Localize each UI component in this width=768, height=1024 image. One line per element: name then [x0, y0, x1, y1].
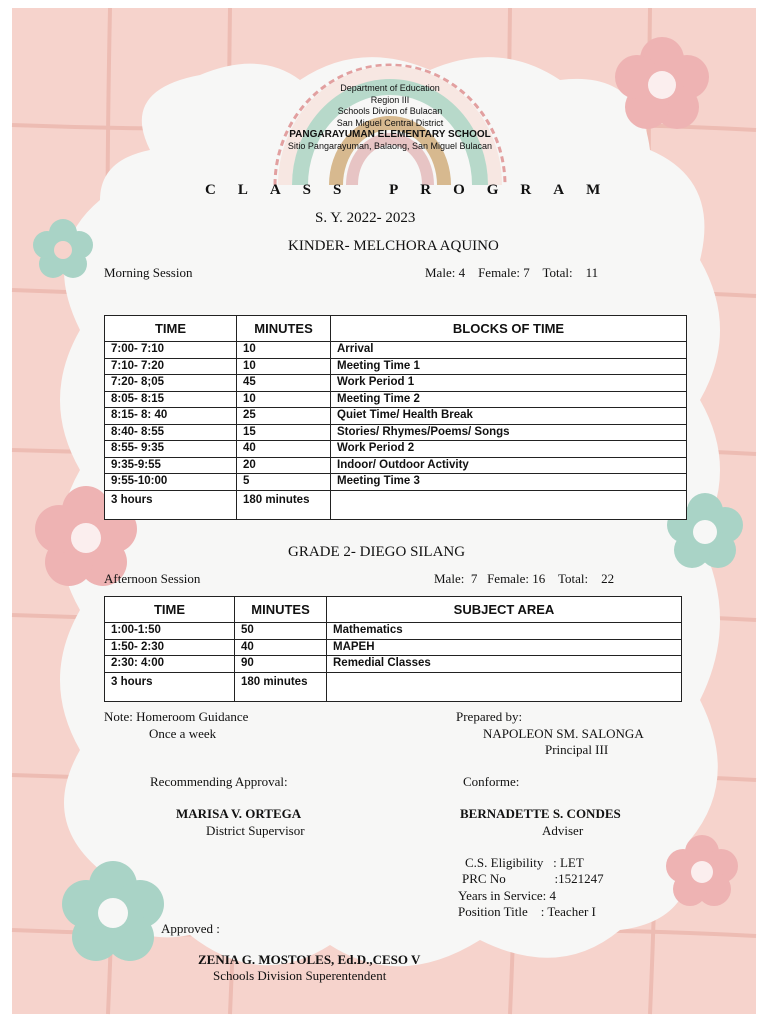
table-row [105, 639, 682, 656]
sds-title: Schools Division Superentendent [213, 968, 387, 983]
kinder-cell: Quiet Time/ Health Break [331, 408, 687, 425]
table-row [105, 672, 682, 701]
grade2-cell: MAPEH [327, 639, 682, 656]
grade2-cell: 180 minutes [235, 672, 327, 701]
kinder-cell: Meeting Time 3 [331, 474, 687, 491]
kinder-cell: 40 [237, 441, 331, 458]
kinder-cell: 7:10- 7:20 [105, 358, 237, 375]
grade2-session: Afternoon Session [104, 571, 201, 586]
grade2-cell: 40 [235, 639, 327, 656]
kinder-cell: 7:20- 8;05 [105, 375, 237, 392]
grade2-schedule-table [104, 596, 682, 702]
grade2-cell: Remedial Classes [327, 656, 682, 673]
grade2-col-header: TIME [105, 597, 235, 623]
years-service-line: Years in Service: 4 [458, 888, 556, 903]
kinder-cell: 20 [237, 457, 331, 474]
header-block [240, 83, 540, 152]
grade2-col-header: SUBJECT AREA [327, 597, 682, 623]
kinder-cell: 15 [237, 424, 331, 441]
kinder-cell: 10 [237, 391, 331, 408]
table-row [105, 656, 682, 673]
page-title: CLASS PROGRAM [205, 182, 623, 198]
kinder-schedule-table [104, 315, 687, 520]
note-line1: Note: Homeroom Guidance [104, 709, 249, 724]
kinder-cell: 25 [237, 408, 331, 425]
table-row [105, 342, 687, 359]
table-row [105, 424, 687, 441]
table-row [105, 358, 687, 375]
grade2-cell: Mathematics [327, 623, 682, 640]
supervisor-title: District Supervisor [206, 823, 305, 838]
sds-name: ZENIA G. MOSTOLES, Ed.D.,CESO V [198, 952, 421, 967]
header-division: Schools Divion of Bulacan [337, 106, 443, 116]
eligibility-line: C.S. Eligibility : LET [465, 855, 584, 870]
kinder-cell: 8:40- 8:55 [105, 424, 237, 441]
kinder-cell [331, 490, 687, 519]
supervisor-name: MARISA V. ORTEGA [176, 806, 302, 821]
kinder-cell: Stories/ Rhymes/Poems/ Songs [331, 424, 687, 441]
header-department: Department of Education [340, 83, 440, 93]
grade2-cell: 1:50- 2:30 [105, 639, 235, 656]
kinder-col-header: MINUTES [237, 316, 331, 342]
approved-label: Approved : [161, 921, 220, 936]
grade2-cell: 50 [235, 623, 327, 640]
header-address: Sitio Pangarayuman, Balaong, San Miguel Bulacan [287, 140, 493, 151]
header-district: San Miguel Central District [336, 117, 444, 128]
kinder-heading: KINDER- MELCHORA AQUINO [288, 238, 499, 254]
kinder-session: Morning Session [104, 265, 193, 280]
kinder-cell: Meeting Time 1 [331, 358, 687, 375]
grade2-cell: 3 hours [105, 672, 235, 701]
table-row [105, 623, 682, 640]
prc-line: PRC No :1521247 [462, 871, 604, 886]
note-line2: Once a week [149, 726, 217, 741]
principal-name: NAPOLEON SM. SALONGA [483, 726, 644, 741]
kinder-cell: 10 [237, 342, 331, 359]
recommending-label: Recommending Approval: [150, 774, 288, 789]
grade2-cell: 90 [235, 656, 327, 673]
kinder-cell: Arrival [331, 342, 687, 359]
position-title-line: Position Title : Teacher I [458, 904, 596, 919]
kinder-col-header: BLOCKS OF TIME [331, 316, 687, 342]
kinder-cell: Work Period 1 [331, 375, 687, 392]
kinder-cell: 45 [237, 375, 331, 392]
table-row [105, 391, 687, 408]
school-year: S. Y. 2022- 2023 [315, 210, 416, 226]
table-row [105, 375, 687, 392]
table-row [105, 490, 687, 519]
kinder-cell: Meeting Time 2 [331, 391, 687, 408]
kinder-cell: Indoor/ Outdoor Activity [331, 457, 687, 474]
kinder-cell: 180 minutes [237, 490, 331, 519]
table-row [105, 457, 687, 474]
header-school: PANGARAYUMAN ELEMENTARY SCHOOL [289, 129, 491, 140]
table-row [105, 408, 687, 425]
kinder-counts: Male: 4 Female: 7 Total: 11 [425, 265, 599, 280]
table-row [105, 441, 687, 458]
conforme-label: Conforme: [463, 774, 520, 789]
grade2-heading: GRADE 2- DIEGO SILANG [288, 544, 466, 560]
grade2-col-header: MINUTES [235, 597, 327, 623]
kinder-cell: Work Period 2 [331, 441, 687, 458]
table-row [105, 474, 687, 491]
grade2-cell: 1:00-1:50 [105, 623, 235, 640]
kinder-cell: 8:55- 9:35 [105, 441, 237, 458]
kinder-cell: 8:05- 8:15 [105, 391, 237, 408]
principal-title: Principal III [545, 742, 609, 757]
adviser-title: Adviser [542, 823, 584, 838]
prepared-by-label: Prepared by: [456, 709, 523, 724]
kinder-cell: 3 hours [105, 490, 237, 519]
grade2-cell [327, 672, 682, 701]
kinder-cell: 9:35-9:55 [105, 457, 237, 474]
grade2-cell: 2:30: 4:00 [105, 656, 235, 673]
adviser-name: BERNADETTE S. CONDES [460, 806, 621, 821]
kinder-cell: 5 [237, 474, 331, 491]
header-region: Region III [370, 94, 410, 105]
kinder-col-header: TIME [105, 316, 237, 342]
kinder-cell: 9:55-10:00 [105, 474, 237, 491]
kinder-cell: 7:00- 7:10 [105, 342, 237, 359]
kinder-cell: 8:15- 8: 40 [105, 408, 237, 425]
grade2-counts: Male: 7 Female: 16 Total: 22 [434, 571, 615, 586]
kinder-cell: 10 [237, 358, 331, 375]
